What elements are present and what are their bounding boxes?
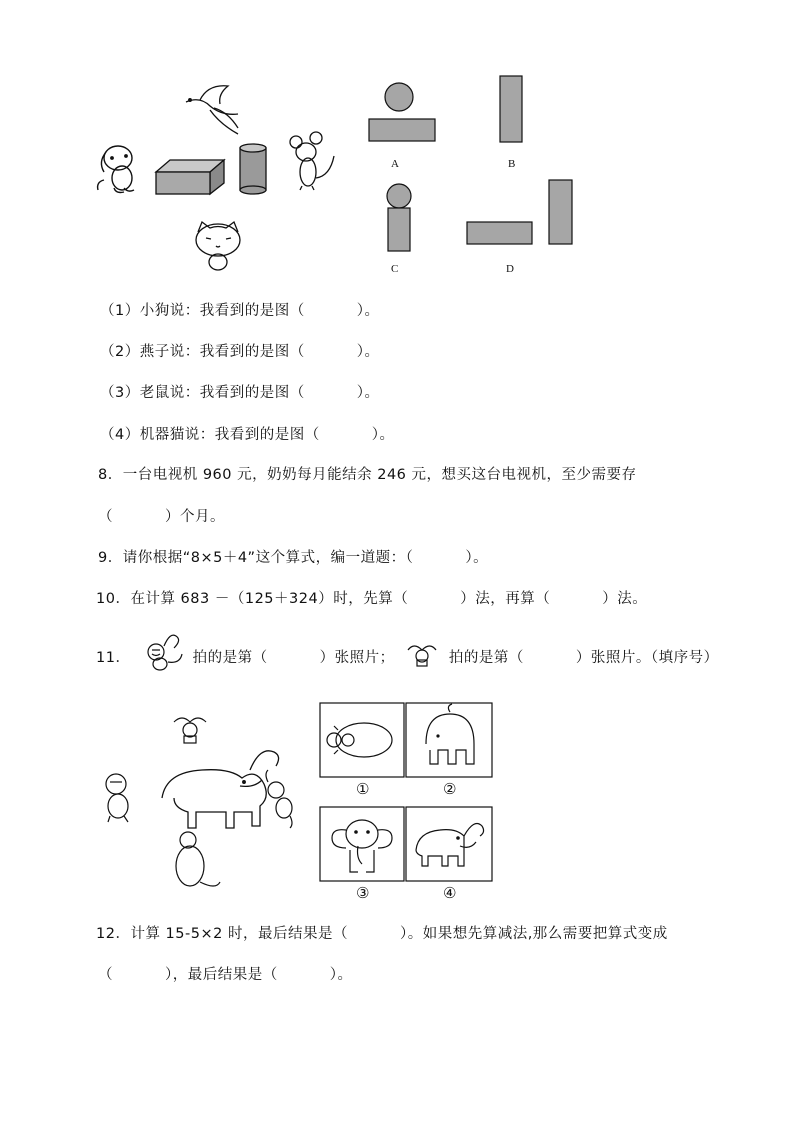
photo-label-2: ② (443, 780, 457, 798)
q9: 9．请你根据“8×5＋4”这个算式，编一道题：（ ）。 (98, 550, 489, 566)
option-d-label: D (506, 263, 514, 275)
bird-icon (404, 640, 440, 670)
q7-3: （3）老鼠说：我看到的是图（ ）。 (100, 385, 380, 401)
option-a-view (369, 83, 435, 141)
option-c-view (387, 184, 411, 251)
bird-icon (186, 86, 238, 134)
option-d-view (467, 180, 572, 244)
option-b-label: B (508, 158, 516, 170)
q7-2: （2）燕子说：我看到的是图（ ）。 (100, 344, 380, 360)
figure2-elephant-scene (96, 700, 506, 905)
option-b-view (500, 76, 522, 142)
monkey-icon (140, 626, 186, 672)
photo-frame-2 (406, 703, 492, 777)
q10: 10．在计算 683 －（125＋324）时，先算（ ）法，再算（ ）法。 (96, 591, 648, 607)
q11: 11． 拍的是第（ ）张照片； 拍的是第（ ）张照片。（填序号） (96, 644, 719, 672)
monkey-icon (266, 770, 292, 828)
cat-icon (196, 222, 240, 270)
photo-label-1: ① (356, 780, 370, 798)
q7-4: （4）机器猫说：我看到的是图（ ）。 (100, 427, 395, 443)
cuboid-shape (156, 160, 224, 194)
dog-icon (98, 146, 134, 193)
mouse-icon (290, 132, 334, 190)
option-a-label: A (391, 158, 399, 170)
q12-line2: （ ），最后结果是（ ）。 (98, 967, 353, 983)
figure1-options (360, 72, 590, 282)
bird-icon (174, 718, 206, 743)
q12-line1: 12．计算 15-5×2 时，最后结果是（ ）。如果想先算减法,那么需要把算式变成 (96, 926, 668, 942)
photo-label-4: ④ (443, 884, 457, 902)
cylinder-shape (240, 144, 266, 194)
photo-frame-3 (320, 807, 404, 881)
photo-label-3: ③ (356, 884, 370, 902)
q8-line2: （ ）个月。 (98, 509, 225, 525)
option-c-label: C (391, 263, 399, 275)
figure1-observers (90, 80, 350, 280)
monkey-icon (106, 774, 128, 822)
cat-icon (176, 832, 220, 886)
q8-line1: 8．一台电视机 960 元，奶奶每月能结余 246 元，想买这台电视机，至少需要存 (98, 467, 637, 483)
photo-frame-1 (320, 703, 404, 777)
elephant-icon (162, 751, 279, 828)
photo-frame-4 (406, 807, 492, 881)
q7-1: （1）小狗说：我看到的是图（ ）。 (100, 303, 380, 319)
